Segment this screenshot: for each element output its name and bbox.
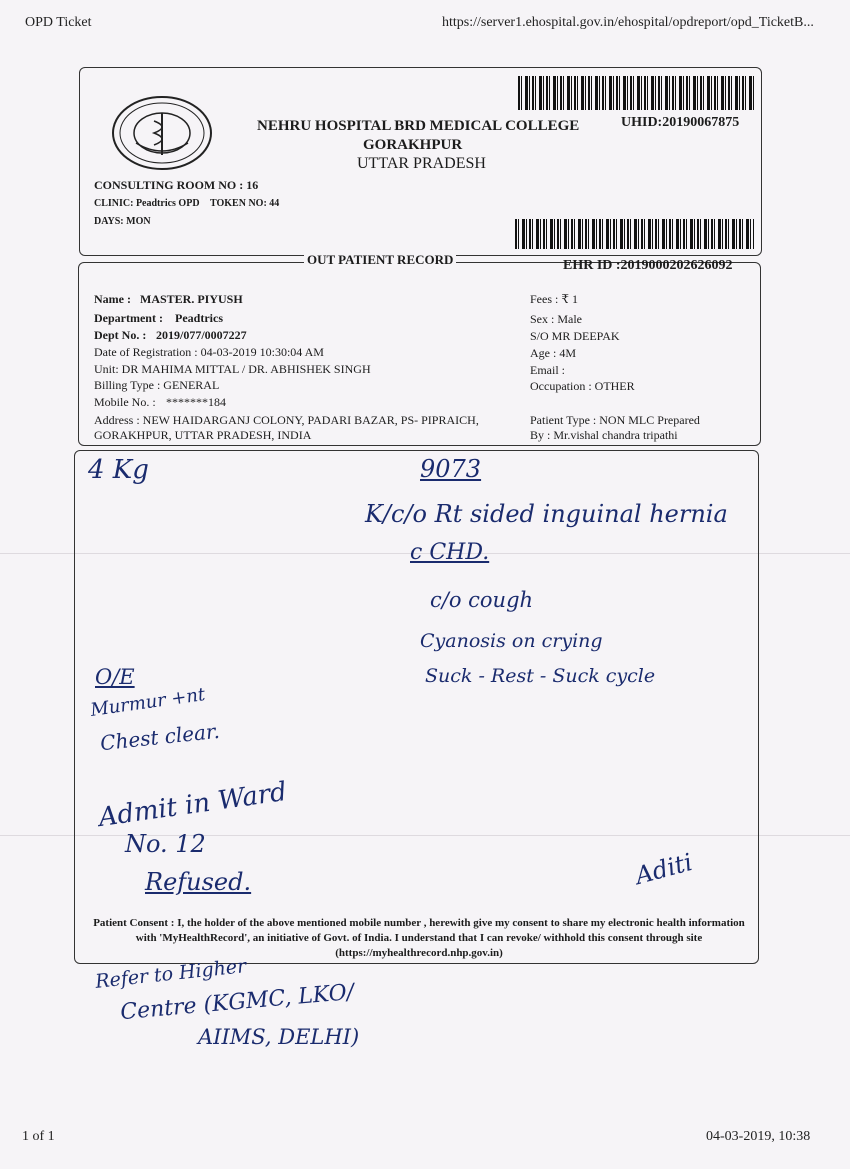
address-line-2: GORAKHPUR, UTTAR PRADESH, INDIA (94, 428, 312, 442)
name-label: Name : (94, 292, 131, 306)
mobile-label: Mobile No. : (94, 395, 156, 409)
mobile-number: *******184 (166, 395, 226, 409)
note-refer-1: Refer to Higher (94, 955, 248, 993)
note-diagnosis-1: K/c/o Rt sided inguinal hernia (365, 500, 728, 528)
unit: Unit: DR MAHIMA MITTAL / DR. ABHISHEK SINGH (94, 362, 371, 376)
patient-type: Patient Type : NON MLC Prepared (530, 413, 700, 427)
note-complaint-1: c/o cough (430, 588, 534, 612)
consulting-room: CONSULTING ROOM NO : 16 (94, 178, 259, 192)
registration-date: Date of Registration : 04-03-2019 10:30:04 AM (94, 345, 324, 359)
ehr-barcode (515, 219, 754, 249)
note-complaint-3: Suck - Rest - Suck cycle (425, 665, 656, 687)
note-number: 9073 (420, 455, 482, 483)
note-refer-3: AIIMS, DELHI) (198, 1025, 360, 1049)
hospital-state: UTTAR PRADESH (357, 155, 486, 172)
fees: Fees : ₹ 1 (530, 292, 578, 306)
patient-consent: Patient Consent : I, the holder of the above mentioned mobile number , herewith give my consent to share my electronic health information with 'MyHealthRecord', an initiative of Govt. of India. I understand that I can revoke/ withhold this consent through site (https://myhealthrecord.nhp.gov.in) (93, 917, 745, 959)
note-oe: O/E (95, 665, 135, 689)
hospital-name: NEHRU HOSPITAL BRD MEDICAL COLLEGE (257, 118, 580, 134)
note-oe-2: Chest clear. (99, 718, 221, 756)
address-line-1: Address : NEW HAIDARGANJ COLONY, PADARI BAZAR, PS- PIPRAICH, (94, 413, 479, 427)
print-page-count: 1 of 1 (22, 1129, 55, 1144)
ehr-id: EHR ID :2019000202626092 (563, 258, 733, 273)
note-admit-1: Admit in Ward (96, 776, 289, 834)
dept-no: 2019/077/0007227 (156, 328, 247, 342)
hospital-city: GORAKHPUR (363, 137, 463, 153)
note-complaint-2: Cyanosis on crying (420, 630, 603, 652)
note-admit-2: No. 12 (125, 830, 206, 858)
department: Peadtrics (175, 311, 223, 325)
uhid-barcode (518, 76, 755, 110)
age: Age : 4M (530, 346, 576, 360)
print-url: https://server1.ehospital.gov.in/ehospital/opdreport/opd_TicketB... (442, 15, 814, 30)
uhid: UHID:20190067875 (621, 115, 740, 130)
token-number: TOKEN NO: 44 (210, 198, 280, 209)
college-seal-logo (110, 95, 214, 171)
email: Email : (530, 363, 565, 377)
note-weight: 4 Kg (88, 455, 149, 485)
department-label: Department : (94, 311, 163, 325)
patient-name: MASTER. PIYUSH (140, 292, 243, 306)
note-refer-2: Centre (KGMC, LKO/ (119, 979, 356, 1026)
relation: S/O MR DEEPAK (530, 329, 620, 343)
clinic: CLINIC: Peadtrics OPD (94, 198, 200, 209)
sex: Sex : Male (530, 312, 582, 326)
dept-no-label: Dept No. : (94, 328, 147, 342)
record-title: OUT PATIENT RECORD (304, 252, 456, 268)
note-diagnosis-2: c CHD. (410, 540, 490, 565)
print-page-title: OPD Ticket (25, 15, 92, 30)
note-oe-1: Murmur +nt (89, 684, 207, 721)
note-refused: Refused. (145, 868, 252, 896)
occupation: Occupation : OTHER (530, 379, 635, 393)
doctor-signature: Aditi (632, 848, 696, 890)
days: DAYS: MON (94, 216, 151, 227)
billing-type: Billing Type : GENERAL (94, 378, 220, 392)
print-datetime: 04-03-2019, 10:38 (706, 1129, 811, 1144)
prepared-by: By : Mr.vishal chandra tripathi (530, 428, 678, 442)
